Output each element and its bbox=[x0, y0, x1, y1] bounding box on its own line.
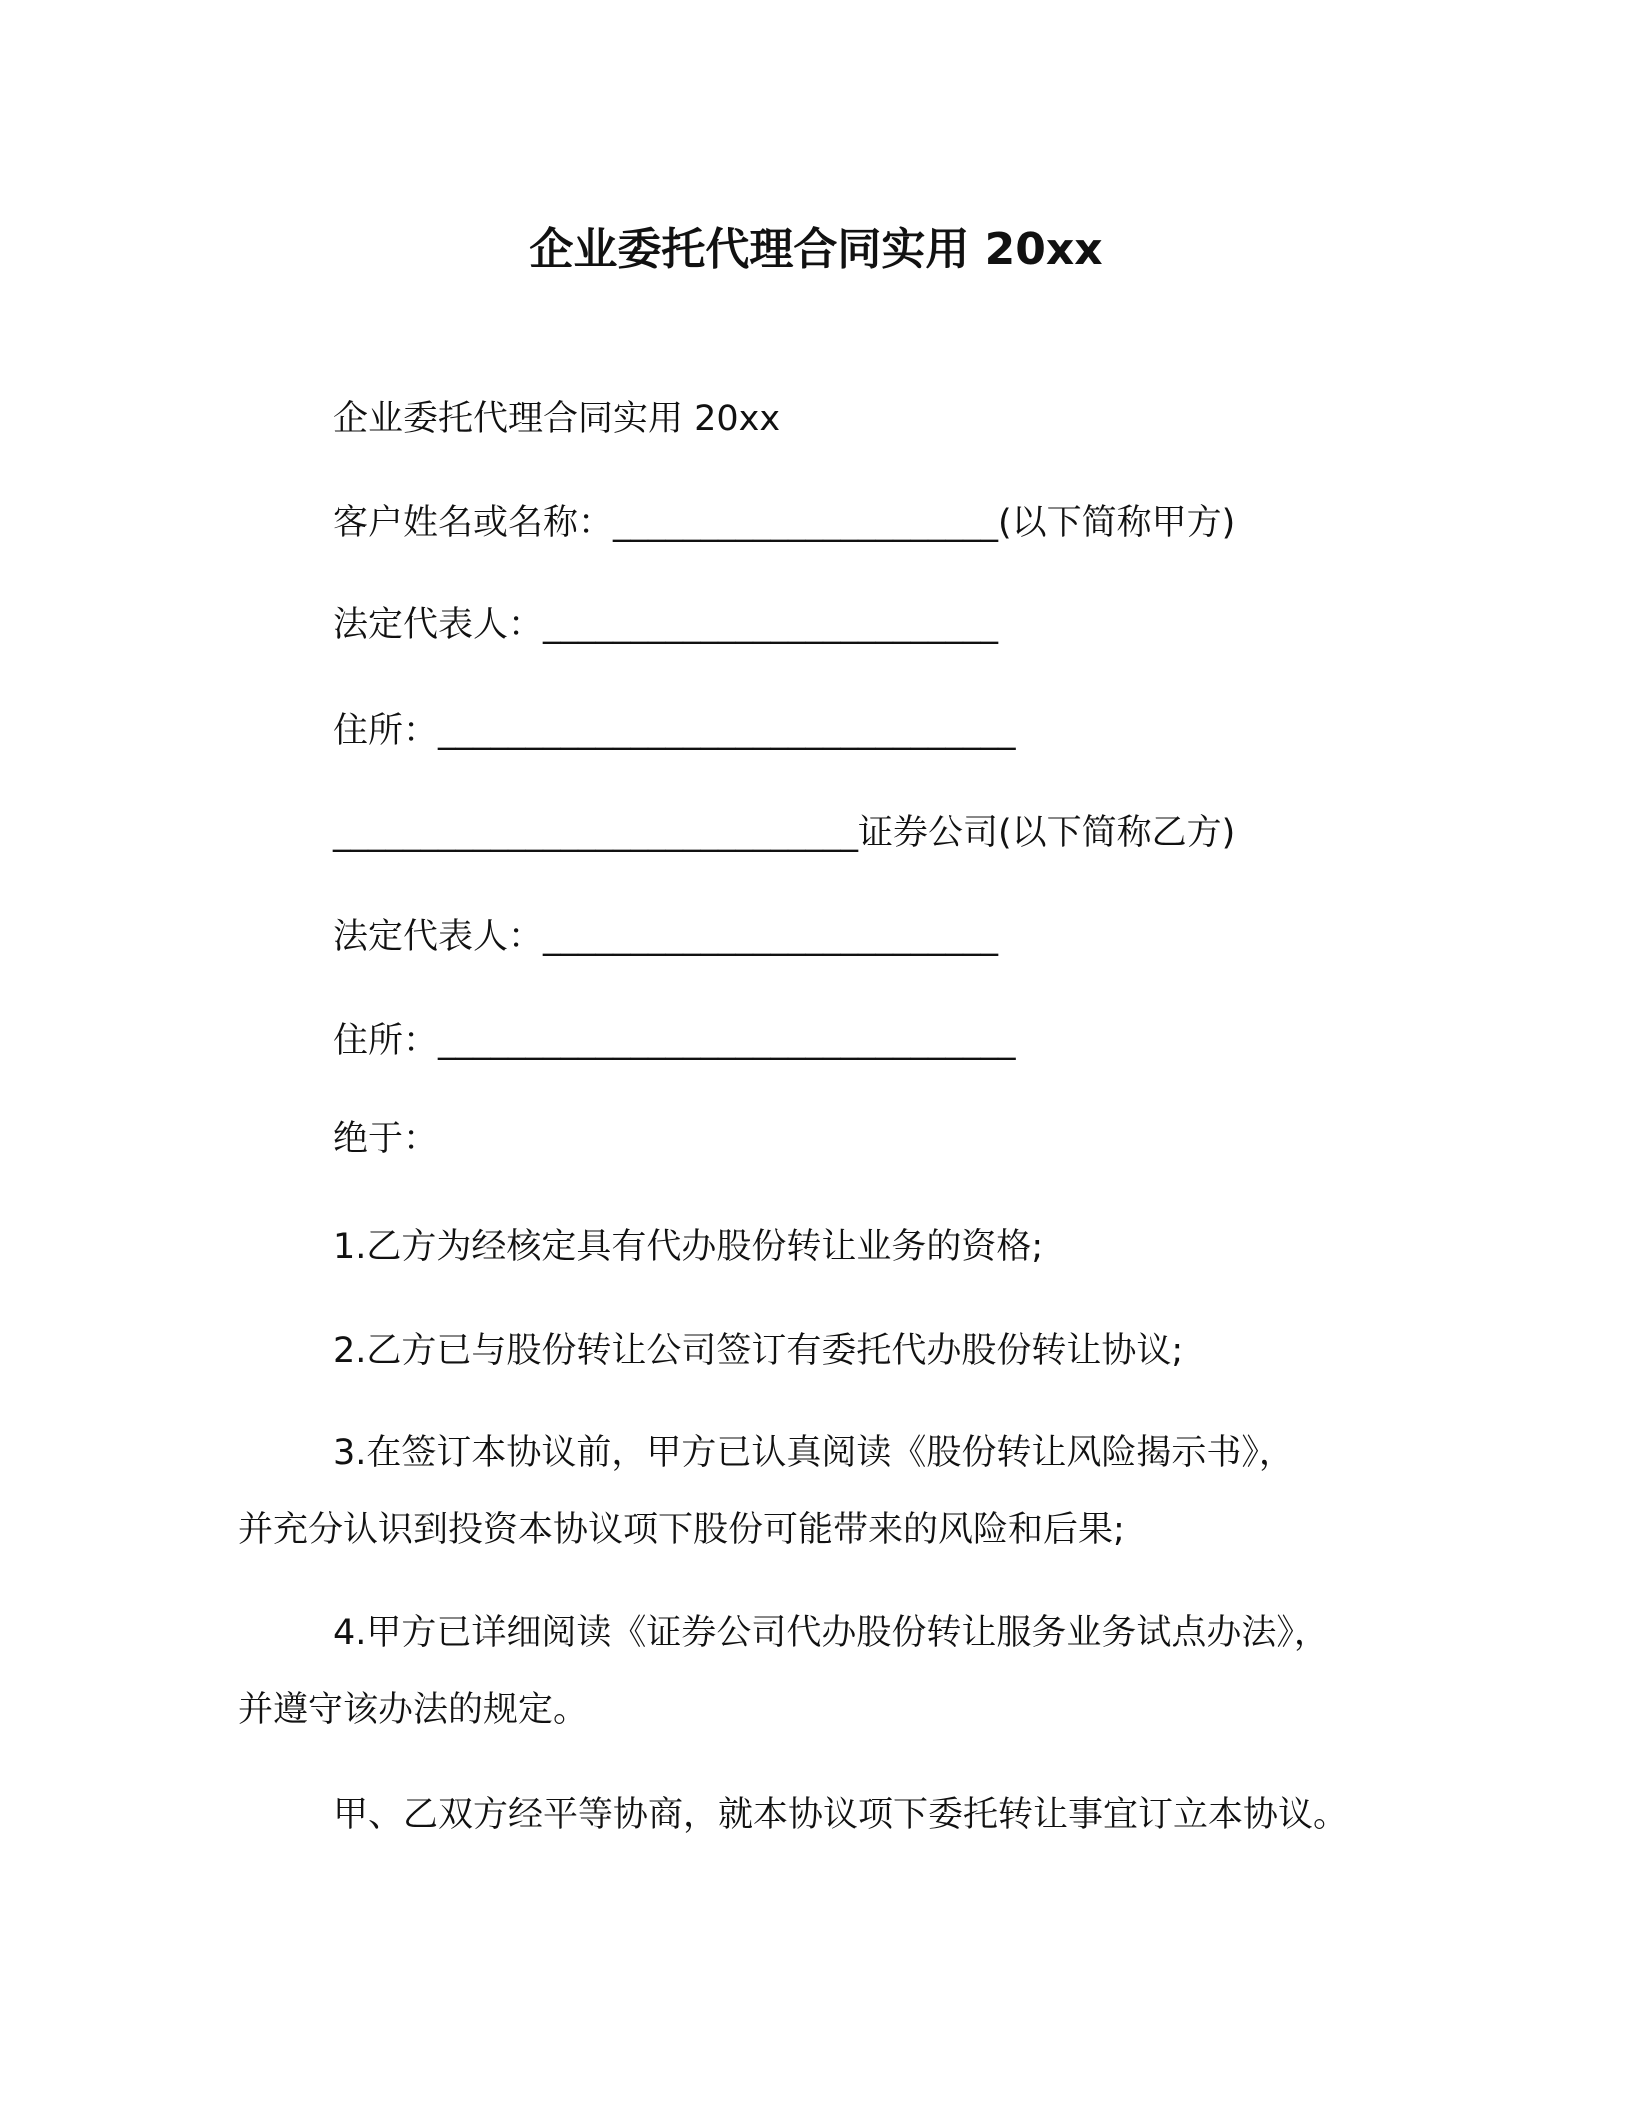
clause-3-line-1: 3.在签订本协议前，甲方已认真阅读《股份转让风险揭示书》， bbox=[333, 1433, 1294, 1473]
securities-company-line: ______________________________证券公司(以下简称乙方) bbox=[333, 813, 1236, 853]
clause-2: 2.乙方已与股份转让公司签订有委托代办股份转让协议; bbox=[333, 1331, 1184, 1371]
agreement-statement: 甲、乙双方经平等协商，就本协议项下委托转让事宜订立本协议。 bbox=[333, 1795, 1349, 1835]
clause-4-line-2: 并遵守该办法的规定。 bbox=[238, 1690, 589, 1730]
client-name-line: 客户姓名或名称：______________________(以下简称甲方) bbox=[333, 503, 1236, 543]
party-a-address-line: 住所：_________________________________ bbox=[333, 711, 1016, 751]
party-b-representative-line: 法定代表人：__________________________ bbox=[333, 917, 999, 957]
clause-4-line-1: 4.甲方已详细阅读《证券公司代办股份转让服务业务试点办法》， bbox=[333, 1613, 1329, 1653]
whereas-line: 绝于： bbox=[333, 1119, 439, 1159]
party-a-representative-line: 法定代表人：__________________________ bbox=[333, 605, 999, 645]
subtitle-line: 企业委托代理合同实用 20xx bbox=[333, 399, 781, 439]
document-title: 企业委托代理合同实用 20xx bbox=[529, 224, 1103, 275]
clause-1: 1.乙方为经核定具有代办股份转让业务的资格; bbox=[333, 1227, 1044, 1267]
party-b-address-line: 住所：_________________________________ bbox=[333, 1021, 1016, 1061]
clause-3-line-2: 并充分认识到投资本协议项下股份可能带来的风险和后果; bbox=[238, 1510, 1125, 1550]
